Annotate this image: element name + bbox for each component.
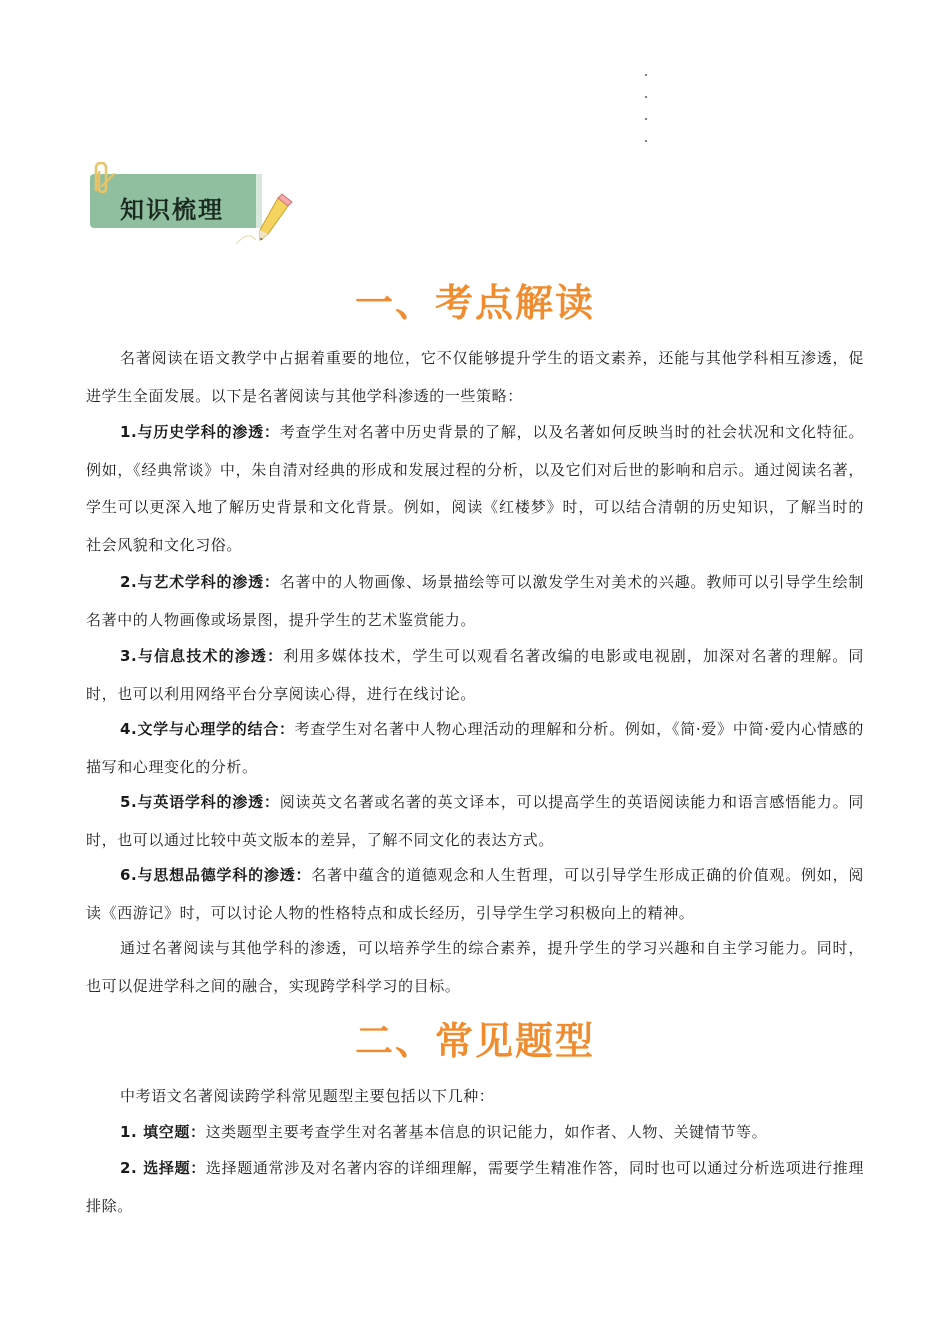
item-label: 5.与英语学科的渗透：: [120, 793, 280, 811]
section-banner: [84, 160, 314, 250]
list-item: [86, 711, 864, 786]
list-item: [86, 1114, 864, 1152]
section-heading-exam-points: 一、考点解读: [354, 281, 595, 325]
banner-title: 知识梳理: [120, 196, 224, 224]
section-heading-question-types: 二、常见题型: [354, 1019, 595, 1063]
item-label: 1. 填空题：: [120, 1123, 206, 1141]
item-label: 2.与艺术学科的渗透：: [120, 573, 280, 591]
section1-intro: 名著阅读在语文教学中占据着重要的地位，它不仅能够提升学生的语文素养，还能与其他学科相互渗透，促进学生全面发展。以下是名著阅读与其他学科渗透的一些策略：: [86, 349, 864, 405]
item-label: 6.与思想品德学科的渗透：: [120, 866, 312, 884]
paperclip-icon: [88, 160, 122, 200]
item-text: 选择题通常涉及对名著内容的详细理解，需要学生精准作答，同时也可以通过分析选项进行推理排除。: [86, 1159, 864, 1215]
list-item: [86, 784, 864, 859]
section2-intro: 中考语文名著阅读跨学科常见题型主要包括以下几种：: [120, 1087, 495, 1105]
list-item: [86, 414, 864, 564]
item-label: 2. 选择题：: [120, 1159, 206, 1177]
item-label: 4.文学与心理学的结合：: [120, 720, 295, 738]
pencil-icon: [234, 190, 304, 250]
item-text: 这类题型主要考查学生对名著基本信息的识记能力，如作者、人物、关键情节等。: [205, 1123, 768, 1141]
item-text: 名著中蕴含的道德观念和人生哲理，可以引导学生形成正确的价值观。例如，阅读《西游记》时，可以讨论人物的性格特点和成长经历，引导学生学习积极向上的精神。: [86, 866, 864, 922]
list-item: [86, 638, 864, 713]
margin-dots: [645, 74, 651, 162]
item-text: 名著中的人物画像、场景描绘等可以激发学生对美术的兴趣。教师可以引导学生绘制名著中的人物画像或场景图，提升学生的艺术鉴赏能力。: [86, 573, 864, 629]
list-item: [86, 857, 864, 932]
section1-conclusion: 通过名著阅读与其他学科的渗透，可以培养学生的综合素养，提升学生的学习兴趣和自主学习能力。同时，也可以促进学科之间的融合，实现跨学科学习的目标。: [86, 939, 864, 995]
item-text: 考查学生对名著中人物心理活动的理解和分析。例如，《简·爱》中简·爱内心情感的描写和心理变化的分析。: [86, 720, 864, 776]
item-label: 3.与信息技术的渗透：: [120, 647, 284, 665]
item-text: 考查学生对名著中历史背景的了解，以及名著如何反映当时的社会状况和文化特征。例如，《经典常谈》中，朱自清对经典的形成和发展过程的分析，以及它们对后世的影响和启示。通过阅读名著，学生可以更深入地了解历史背景和文化背景。例如，阅读《红楼梦》时，可以结合清朝的历史知识，了解当时的社会风貌和文化习俗。: [86, 423, 864, 554]
list-item: [86, 564, 864, 639]
item-text: 利用多媒体技术，学生可以观看名著改编的电影或电视剧，加深对名著的理解。同时，也可以利用网络平台分享阅读心得，进行在线讨论。: [86, 647, 864, 703]
item-text: 阅读英文名著或名著的英文译本，可以提高学生的英语阅读能力和语言感悟能力。同时，也可以通过比较中英文版本的差异，了解不同文化的表达方式。: [86, 793, 864, 849]
list-item: [86, 1150, 864, 1225]
item-label: 1.与历史学科的渗透：: [120, 423, 280, 441]
